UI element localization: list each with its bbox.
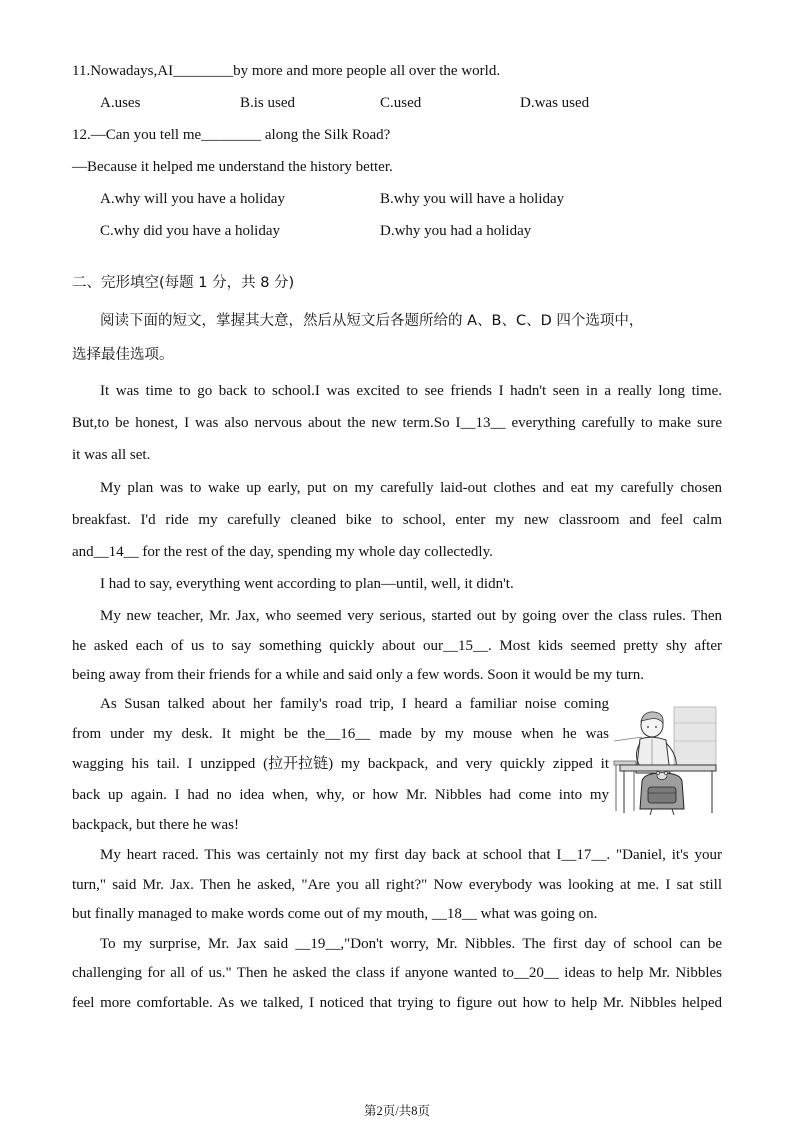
passage-p4-line-2: he asked each of us to say something quickly about our__15__. Most kids seemed pretty shy after: [72, 638, 722, 654]
passage-p2-line-3: and__14__ for the rest of the day, spending my whole day collectedly.: [72, 544, 493, 560]
passage-p6-line-3: but finally managed to make words come out of my mouth, __18__ what was going on.: [72, 906, 598, 922]
passage-p4-line-3: being away from their friends for a while and said only a few words. Soon it would be my turn.: [72, 667, 644, 683]
question-12-option-a: A.why will you have a holiday: [100, 191, 285, 207]
passage-p1-line-3: it was all set.: [72, 447, 151, 463]
passage-p7-line-2: challenging for all of us." Then he asked the class if anyone wanted to__20__ ideas to help Mr. Nibbles: [72, 965, 722, 981]
passage-p2-line-2: breakfast. I'd ride my carefully cleaned bike to school, enter my new classroom and feel calm: [72, 512, 722, 528]
passage-p2-line-1: My plan was to wake up early, put on my carefully laid-out clothes and eat my carefully chosen: [100, 480, 722, 496]
passage-p7-line-1: To my surprise, Mr. Jax said __19__,"Don't worry, Mr. Nibbles. The first day of school can be: [100, 936, 722, 952]
question-11-option-a: A.uses: [100, 95, 141, 111]
question-12-option-d: D.why you had a holiday: [380, 223, 532, 239]
instructions-line-2: 选择最佳选项。: [72, 347, 174, 363]
passage-p6-line-1: My heart raced. This was certainly not my first day back at school that I__17__. "Daniel, it's your: [100, 847, 722, 863]
passage-p5-line-5: backpack, but there he was!: [72, 817, 240, 833]
page-number: 第2页/共8页: [364, 1104, 430, 1118]
passage-p4-line-1: My new teacher, Mr. Jax, who seemed very serious, started out by going over the class rules. Then: [100, 608, 722, 624]
question-12-option-c: C.why did you have a holiday: [100, 223, 280, 239]
passage-p3-line-1: I had to say, everything went according to plan—until, well, it didn't.: [100, 576, 514, 592]
instructions-line-1: 阅读下面的短文，掌握其大意，然后从短文后各题所给的 A、B、C、D 四个选项中，: [100, 313, 644, 329]
passage-p1-line-1: It was time to go back to school.I was excited to see friends I hadn't seen in a really long time.: [100, 383, 722, 399]
boy-at-desk-illustration: [612, 703, 718, 816]
question-11-stem: 11.Nowadays,AI________by more and more people all over the world.: [72, 63, 501, 79]
passage-p5-line-3: wagging his tail. I unzipped (拉开拉链) my backpack, and very quickly zipped it: [72, 756, 609, 772]
question-11-option-b: B.is used: [240, 95, 296, 111]
passage-p7-line-3: feel more comfortable. As we talked, I noticed that trying to figure out how to help Mr. Nibbles helped: [72, 995, 722, 1011]
passage-p6-line-2: turn," said Mr. Jax. Then he asked, "Are you all right?" Now everybody was looking at me. I sat still: [72, 877, 722, 893]
question-12-option-b: B.why you will have a holiday: [380, 191, 565, 207]
passage-p5-line-4: back up again. I had no idea when, why, or how Mr. Nibbles had come into my: [72, 787, 609, 803]
passage-p5-line-1: As Susan talked about her family's road trip, I heard a familiar noise coming: [100, 696, 609, 712]
section-heading: 二、完形填空(每题 1 分，共 8 分): [72, 275, 295, 291]
question-11-option-d: D.was used: [520, 95, 590, 111]
question-11-option-c: C.used: [380, 95, 422, 111]
passage-p1-line-2: But,to be honest, I was also nervous about the new term.So I__13__ everything carefully to make sure: [72, 415, 722, 431]
question-12-stem: 12.—Can you tell me________ along the Silk Road?: [72, 127, 391, 143]
question-12-reply: —Because it helped me understand the history better.: [72, 159, 393, 175]
passage-p5-line-2: from under my desk. It might be the__16__ made by my mouse when he was: [72, 726, 609, 742]
